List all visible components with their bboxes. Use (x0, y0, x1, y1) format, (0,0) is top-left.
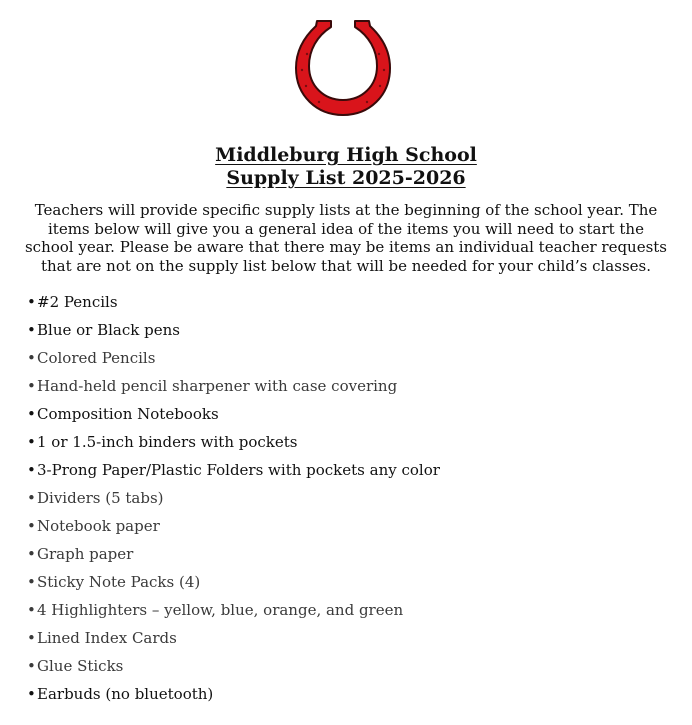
list-item-label: 1 or 1.5-inch binders with pockets (37, 433, 298, 451)
bullet: • (27, 601, 36, 619)
list-item-label: Notebook paper (37, 517, 160, 535)
horseshoe-icon (295, 18, 391, 116)
bullet: • (27, 321, 36, 339)
list-item (27, 512, 440, 540)
list-item-label: Lined Index Cards (37, 629, 177, 647)
bullet: • (27, 685, 36, 703)
horseshoe-shape (296, 21, 390, 115)
bullet: • (27, 405, 36, 423)
list-item-label: Composition Notebooks (37, 405, 219, 423)
list-item-label: Blue or Black pens (37, 321, 180, 339)
bullet: • (27, 545, 36, 563)
list-item-label: Glue Sticks (37, 657, 124, 675)
bullet: • (27, 517, 36, 535)
list-item (27, 428, 440, 456)
list-item-label: 3-Prong Paper/Plastic Folders with pockets any color (37, 461, 440, 479)
bullet: • (27, 573, 36, 591)
list-item (27, 316, 440, 344)
bullet: • (27, 657, 36, 675)
list-title: Supply List 2025-2026 (226, 167, 466, 189)
list-item (27, 624, 440, 652)
list-item-label: Dividers (5 tabs) (37, 489, 164, 507)
school-name: Middleburg High School (215, 144, 477, 166)
list-item (27, 540, 440, 568)
list-item (27, 568, 440, 596)
list-item (27, 372, 440, 400)
intro-paragraph: Teachers will provide specific supply lists at the beginning of the school year. The items below will give you a general idea of the items you will need to start the school year. Please be aware that there may be items an individual teacher requests that are not on the supply list below that will be needed for your child’s classes. (24, 201, 668, 275)
list-item (27, 484, 440, 512)
list-item (27, 400, 440, 428)
list-item-label: 4 Highlighters – yellow, blue, orange, and green (37, 601, 404, 619)
list-item-label: Hand-held pencil sharpener with case covering (37, 377, 398, 395)
list-item-label: Graph paper (37, 545, 134, 563)
supply-list (27, 288, 440, 708)
list-item-label: Earbuds (no bluetooth) (37, 685, 214, 703)
list-item (27, 596, 440, 624)
bullet: • (27, 377, 36, 395)
bullet: • (27, 293, 36, 311)
bullet: • (27, 489, 36, 507)
list-item-label: Colored Pencils (37, 349, 156, 367)
list-item (27, 652, 440, 680)
list-item (27, 288, 440, 316)
list-item (27, 456, 440, 484)
bullet: • (27, 629, 36, 647)
bullet: • (27, 433, 36, 451)
list-item (27, 680, 440, 708)
list-item-label: Sticky Note Packs (4) (37, 573, 201, 591)
list-item-label: #2 Pencils (37, 293, 118, 311)
list-item (27, 344, 440, 372)
bullet: • (27, 349, 36, 367)
bullet: • (27, 461, 36, 479)
